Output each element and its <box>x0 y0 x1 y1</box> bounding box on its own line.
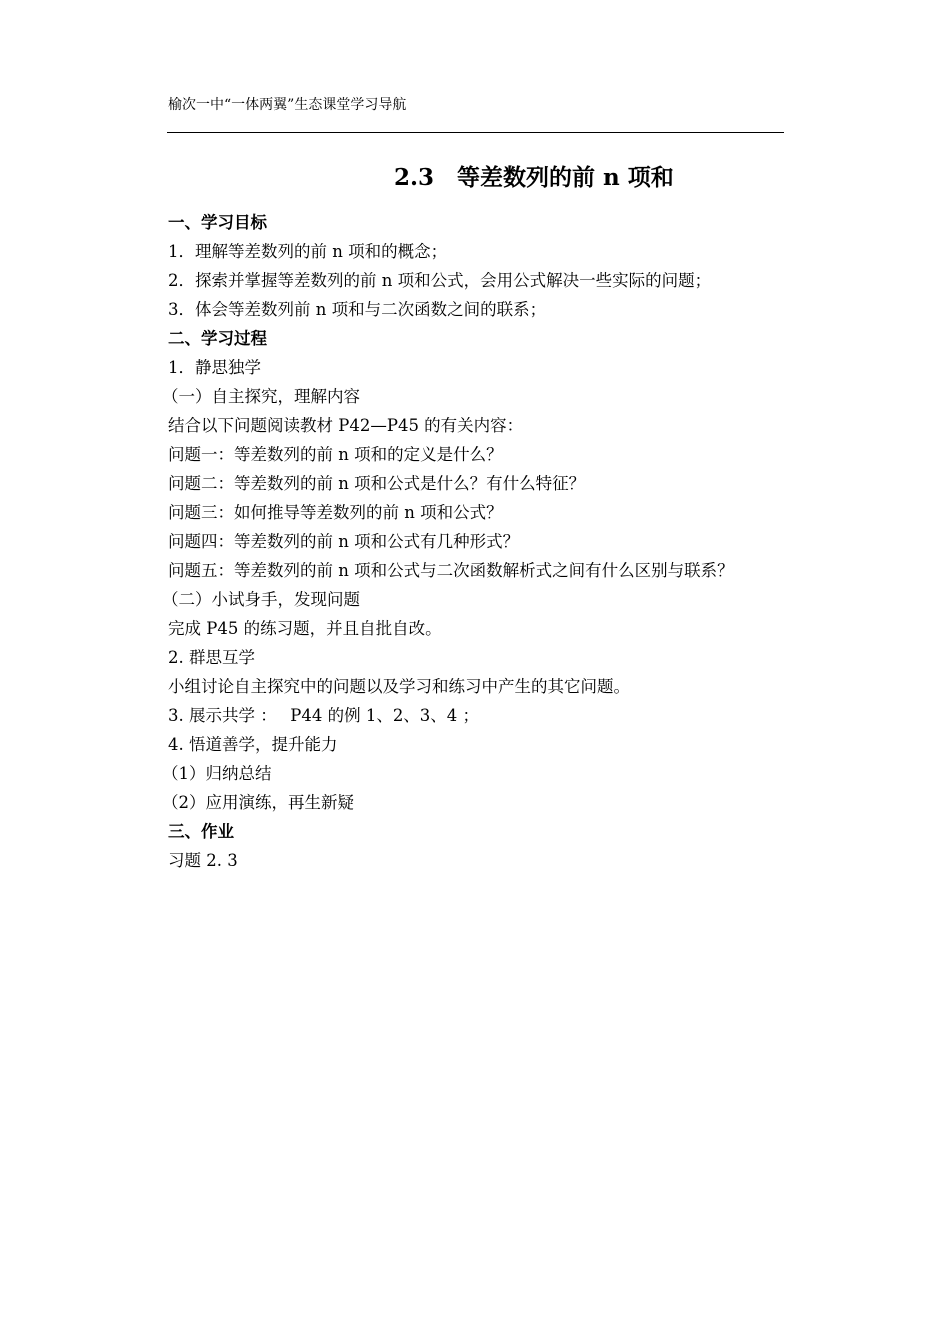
body-line: 习题 2. 3 <box>168 851 238 870</box>
body-line: 问题二：等差数列的前 n 项和公式是什么？有什么特征？ <box>168 474 586 493</box>
body-line: 4. 悟道善学，提升能力 <box>168 735 338 754</box>
page-header: 榆次一中“一体两翼”生态课堂学习导航 <box>168 97 407 113</box>
body-line: 3. 展示共学 ： P44 的例 1、2、3、4 ； <box>168 706 480 725</box>
body-line: 1．静思独学 <box>168 358 261 377</box>
body-line: （一）自主探究，理解内容 <box>162 387 360 406</box>
body-line: 小组讨论自主探究中的问题以及学习和练习中产生的其它问题。 <box>168 677 630 696</box>
body-line: （1）归纳总结 <box>162 764 272 783</box>
section-heading: 三、作业 <box>168 822 234 841</box>
body-line: 问题五：等差数列的前 n 项和公式与二次函数解析式之间有什么区别与联系？ <box>168 561 734 580</box>
body-line: （2）应用演练，再生新疑 <box>162 793 354 812</box>
body-line: 2. 群思互学 <box>168 648 255 667</box>
body-line: 问题一：等差数列的前 n 项和的定义是什么？ <box>168 445 503 464</box>
body-line: 3．体会等差数列前 n 项和与二次函数之间的联系； <box>168 300 547 319</box>
body-line: （二）小试身手，发现问题 <box>162 590 360 609</box>
body-line: 完成 P45 的练习题，并且自批自改。 <box>168 619 442 638</box>
body-line: 问题四：等差数列的前 n 项和公式有几种形式？ <box>168 532 520 551</box>
body-line: 1．理解等差数列的前 n 项和的概念； <box>168 242 448 261</box>
body-line: 问题三：如何推导等差数列的前 n 项和公式？ <box>168 503 503 522</box>
body-line: 结合以下问题阅读教材 P42—P45 的有关内容： <box>168 416 524 435</box>
document-title: 2.3 等差数列的前 n 项和 <box>394 164 674 191</box>
header-divider <box>167 132 784 133</box>
section-heading: 一、学习目标 <box>168 213 267 232</box>
document-body <box>162 208 808 875</box>
section-heading: 二、学习过程 <box>168 329 267 348</box>
body-line: 2．探索并掌握等差数列的前 n 项和公式，会用公式解决一些实际的问题； <box>168 271 712 290</box>
